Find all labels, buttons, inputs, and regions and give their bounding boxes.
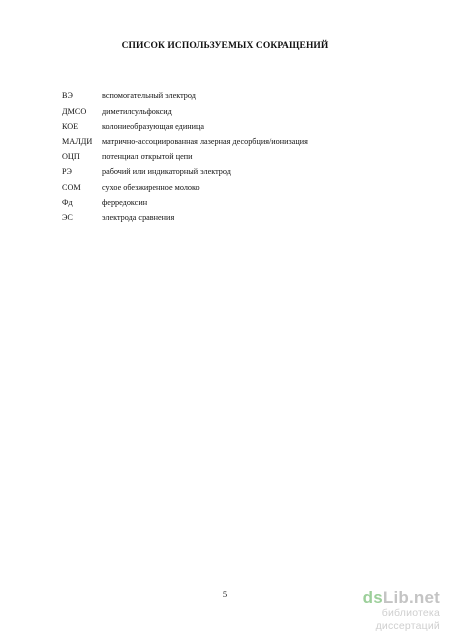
abbreviation-definition: вспомогательный электрод [102, 91, 196, 101]
abbreviation-row [62, 89, 402, 104]
abbreviation-definition: сухое обезжиренное молоко [102, 182, 200, 192]
watermark-subtitle: библиотека диссертаций [375, 607, 440, 632]
abbreviation-row [62, 119, 402, 134]
abbreviation-row [62, 150, 402, 165]
abbreviation-row [62, 180, 402, 195]
abbreviation-term: ЭС [62, 212, 73, 222]
abbreviation-term: Фд [62, 197, 73, 207]
abbreviation-row [62, 211, 402, 226]
abbreviation-term: РЭ [62, 167, 72, 177]
abbreviation-row [62, 165, 402, 180]
page-number: 5 [222, 589, 228, 599]
abbreviation-row [62, 104, 402, 119]
abbreviation-row [62, 135, 402, 150]
page-title: СПИСОК ИСПОЛЬЗУЕМЫХ СОКРАЩЕНИЙ [121, 41, 329, 51]
abbreviation-definition: ферредоксин [102, 197, 148, 207]
abbreviation-list [62, 89, 402, 226]
dslib-logo [328, 589, 440, 607]
abbreviation-term: ДМСО [62, 106, 87, 116]
logo-net-text: .net [408, 588, 440, 607]
abbreviation-definition: колониеобразующая единица [102, 121, 204, 131]
logo-lib-text: Lib [382, 588, 409, 607]
abbreviation-term: КОЕ [62, 121, 79, 131]
abbreviation-term: ВЭ [62, 91, 73, 101]
abbreviation-definition: электрода сравнения [102, 212, 175, 222]
logo-ds-text: ds [362, 588, 383, 607]
abbreviation-row [62, 195, 402, 210]
abbreviation-definition: диметилсульфоксид [102, 106, 172, 116]
abbreviation-term: МАЛДИ [62, 137, 93, 147]
abbreviation-definition: рабочий или индикаторный электрод [102, 167, 231, 177]
abbreviation-term: ОЦП [62, 152, 80, 162]
abbreviation-definition: потенциал открытой цепи [102, 152, 193, 162]
dslib-watermark[interactable] [328, 589, 440, 633]
abbreviation-term: СОМ [62, 182, 81, 192]
abbreviation-definition: матрично-ассоциированная лазерная десорбция/ионизация [102, 137, 308, 147]
